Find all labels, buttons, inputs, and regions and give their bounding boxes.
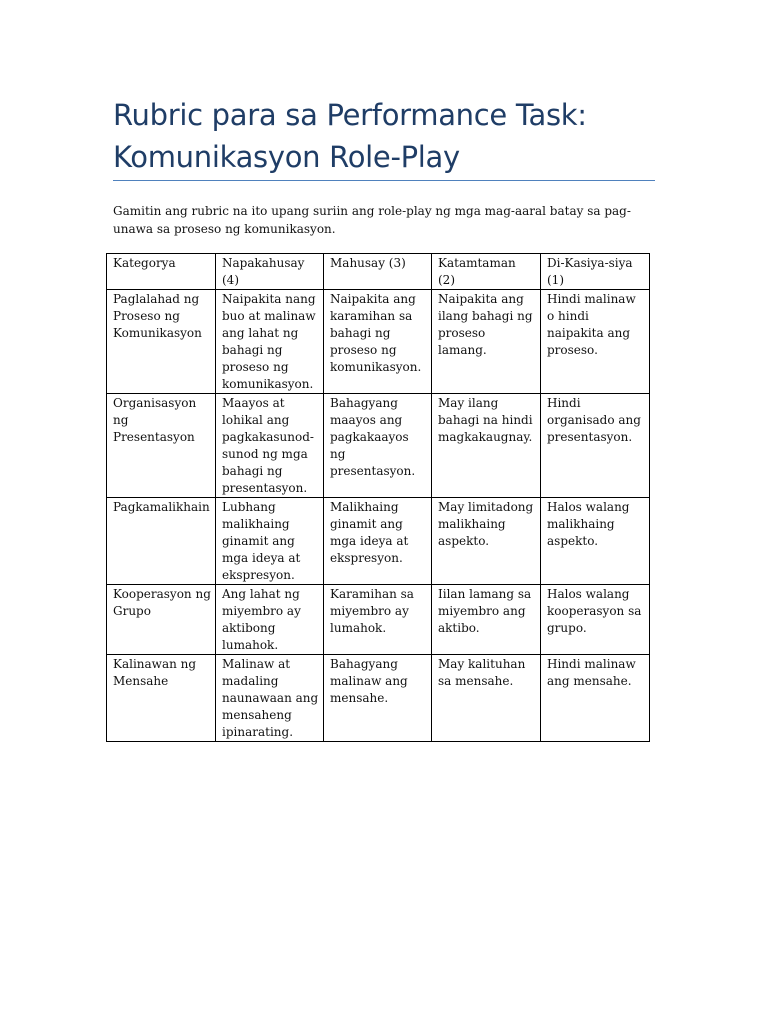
title-divider (113, 180, 655, 181)
header-di-kasiya-siya: Di-Kasiya-siya (1) (541, 254, 650, 290)
rating-cell: Malikhaing ginamit ang mga ideya at ekspresyon. (324, 498, 432, 585)
table-row (107, 655, 650, 742)
rating-cell: Bahagyang maayos ang pagkakaayos ng presentasyon. (324, 394, 432, 498)
category-cell: Kalinawan ng Mensahe (107, 655, 216, 742)
rating-cell: Hindi malinaw ang mensahe. (541, 655, 650, 742)
rating-cell: Iilan lamang sa miyembro ang aktibo. (432, 585, 541, 655)
table-row (107, 394, 650, 498)
table-row (107, 585, 650, 655)
rating-cell: Naipakita ang ilang bahagi ng proseso lamang. (432, 290, 541, 394)
header-mahusay: Mahusay (3) (324, 254, 432, 290)
rubric-header-row (107, 254, 650, 290)
category-cell: Organisasyon ng Presentasyon (107, 394, 216, 498)
rating-cell: Bahagyang malinaw ang mensahe. (324, 655, 432, 742)
header-kategorya: Kategorya (107, 254, 216, 290)
rating-cell: Ang lahat ng miyembro ay aktibong lumahok. (216, 585, 324, 655)
rubric-table (106, 253, 650, 742)
rating-cell: Halos walang malikhaing aspekto. (541, 498, 650, 585)
rating-cell: Lubhang malikhaing ginamit ang mga ideya at ekspresyon. (216, 498, 324, 585)
intro-paragraph: Gamitin ang rubric na ito upang suriin ang role-play ng mga mag-aaral batay sa pag-unawa sa proseso ng komunikasyon. (113, 204, 631, 236)
rating-cell: Hindi organisado ang presentasyon. (541, 394, 650, 498)
table-row (107, 498, 650, 585)
rating-cell: Hindi malinaw o hindi naipakita ang proseso. (541, 290, 650, 394)
rating-cell: Halos walang kooperasyon sa grupo. (541, 585, 650, 655)
rating-cell: Malinaw at madaling naunawaan ang mensaheng ipinarating. (216, 655, 324, 742)
category-cell: Paglalahad ng Proseso ng Komunikasyon (107, 290, 216, 394)
rating-cell: Maayos at lohikal ang pagkakasunod-sunod ng mga bahagi ng presentasyon. (216, 394, 324, 498)
category-cell: Kooperasyon ng Grupo (107, 585, 216, 655)
category-cell: Pagkamalikhain (107, 498, 216, 585)
rating-cell: Naipakita ang karamihan sa bahagi ng proseso ng komunikasyon. (324, 290, 432, 394)
rating-cell: Naipakita nang buo at malinaw ang lahat ng bahagi ng proseso ng komunikasyon. (216, 290, 324, 394)
header-katamtaman: Katamtaman (2) (432, 254, 541, 290)
table-row (107, 290, 650, 394)
header-napakahusay: Napakahusay (4) (216, 254, 324, 290)
rating-cell: Karamihan sa miyembro ay lumahok. (324, 585, 432, 655)
rating-cell: May kalituhan sa mensahe. (432, 655, 541, 742)
rating-cell: May ilang bahagi na hindi magkakaugnay. (432, 394, 541, 498)
rating-cell: May limitadong malikhaing aspekto. (432, 498, 541, 585)
document-title: Rubric para sa Performance Task: Komunikasyon Role-Play (113, 98, 587, 174)
